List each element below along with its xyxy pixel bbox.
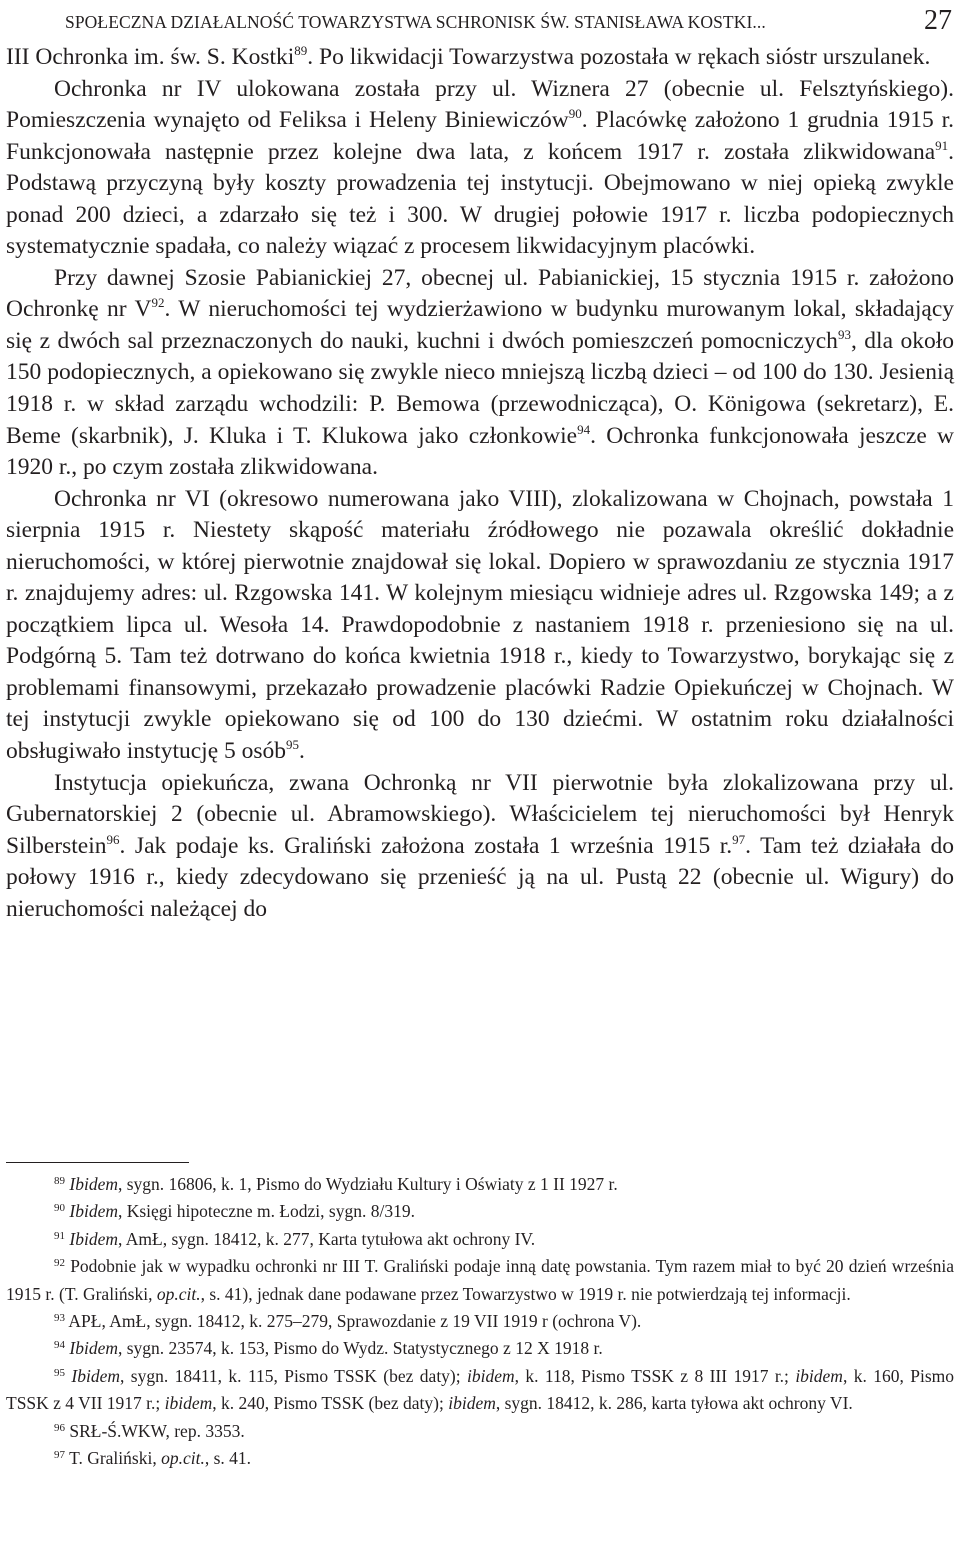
- footnote-89: $^{89}$ Ibidem, sygn. 16806, k. 1, Pismo do Wydziału Kultury i Oświaty z 1 II 1927 r.: [54, 1174, 618, 1194]
- footnote-ref-96[interactable]: 96: [106, 831, 120, 847]
- footnote-separator: [6, 1162, 189, 1163]
- footnote-91: $^{91}$ Ibidem, AmŁ, sygn. 18412, k. 277, Karta tytułowa akt ochrony IV.: [54, 1228, 536, 1249]
- page-header: [10, 4, 956, 40]
- footnote-97: $^{97}$ T. Graliński, op.cit., s. 41.: [54, 1448, 252, 1469]
- footnote-92: $^{92}$ Podobnie jak w wypadku ochronki nr III T. Graliński podaje inną datę powstania. Tym razem miał to być 20 dzień września 1915 r. (T. Graliński, op.cit., s. 41), jednak dane podawane przez Towarzystwo w 1919 r. nie potwierdzają tej informacji.: [6, 1256, 954, 1304]
- footnote-94: $^{94}$ Ibidem, sygn. 23574, k. 153, Pismo do Wydz. Statystycznego z 12 X 1918 r.: [54, 1338, 603, 1359]
- paragraph-ochronka-vi: Ochronka nr VI (okresowo numerowana jako VIII), zlokalizowana w Chojnach, powstała 1 sierpnia 1915 r. Niestety skąpość materiału źródłowego nie pozawala określić dokładnie nieruchomości, w której pierwotnie znajdował się lokal. Dopiero w sprawozdaniu ze stycznia 1917 r. znajdujemy adres: ul. Rzgowska 141. W kolejnym miesiącu widnieje adres ul. Rzgowska 149; a z początkiem lipca ul. Wesoła 14. Prawdopodobnie z nastaniem 1918 r. przeniesiono się na ul. Podgórną 5. Tam też dotrwano do końca kwietnia 1918 r., kiedy to Towarzystwo, borykając się z problemami finansowymi, przekazało prowadzenie placówki Radzie Opiekuńczej w Chojnach. W tej instytucji zwykle opiekowano się od 100 do 130 dziećmi. W ostatnim roku działalności obsługiwało instytucję 5 osób$^{95}$.: [6, 485, 954, 765]
- footnotes: [6, 1171, 954, 1472]
- paragraph-ochronka-v: Przy dawnej Szosie Pabianickiej 27, obecnej ul. Pabianickiej, 15 stycznia 1915 r. założono Ochronkę nr $V^{92}$. W nieruchomości tej wydzierżawiono w budynku murowanym lokal, składający się z dwóch sal przeznaczonych do nauki, kuchni i dwóch pomieszczeń pomocniczych$^{93}$, dla około 150 podopiecznych, a opiekowano się zwykle nieco mniejszą liczbą dzieci – od 100 do 130. Jesienią 1918 r. w skład zarządu wchodzili: P. Bemowa (przewodnicząca), O. Königowa (sekretarz), E. Beme (skarbnik), J. Kluka i T. Klukowa jako członkowie$^{94}$. Ochronka funkcjonowała jeszcze w 1920 r., po czym została zlikwidowana.: [6, 264, 955, 481]
- footnote-90: $^{90}$ Ibidem, Księgi hipoteczne m. Łodzi, sygn. 8/319.: [54, 1201, 415, 1222]
- footnote-ref-89[interactable]: 89: [294, 43, 308, 58]
- paragraph-ochronka-vii: Instytucja opiekuńcza, zwana Ochronką nr VII pierwotnie była zlokalizowana przy ul. Gubernatorskiej 2 (obecnie ul. Abramowskiego). Właścicielem tej nieruchomości był Henryk Silberstein$^{96}$. Jak podaje ks. Graliński założona została 1 września 1915 r.$^{97}$. Tam też działała do połowy 1916 r., kiedy zdecydowano się przenieść ją na ul. Pustą 22 (obecnie ul. Wigury) do nieruchomości należącej do: [6, 769, 954, 922]
- footnote-ref-94[interactable]: 94: [577, 421, 591, 437]
- footnote-ref-93[interactable]: 93: [837, 326, 851, 342]
- running-title: SPOŁECZNA DZIAŁALNOŚĆ TOWARZYSTWA SCHRONISK ŚW. STANISŁAWA KOSTKI...: [65, 12, 766, 32]
- footnote-ref-97[interactable]: 97: [732, 831, 746, 847]
- footnote-96: $^{96}$ SRŁ-Ś.WKW, rep. 3353.: [54, 1420, 245, 1441]
- paragraph-ochronka-iii: III Ochronka im. św. S. Kostki$^{89}$. Po likwidacji Towarzystwa pozostała w rękach sióstr urszulanek.: [6, 43, 931, 70]
- main-text: [6, 42, 954, 925]
- footnote-ref-92[interactable]: 92: [151, 295, 165, 311]
- paragraph-ochronka-iv: Ochronka nr IV ulokowana została przy ul. Wiznera 27 (obecnie ul. Felsztyńskiego). Pomieszczenia wynajęto od Feliksa i Heleny Biniewiczów$^{90}$. Placówkę założono 1 grudnia 1915 r. Funkcjonowała następnie przez kolejne dwa lata, z końcem 1917 r. została zlikwidowana$^{91}$. Podstawą przyczyną były koszty prowadzenia tej instytucji. Obejmowano w niej opieką zwykle ponad 200 dzieci, a zdarzało się też i 300. W drugiej połowie 1917 r. liczba podopiecznych systematycznie spadała, co należy wiązać z procesem likwidacyjnym placówki.: [6, 75, 955, 260]
- footnote-ref-91[interactable]: 91: [935, 137, 949, 153]
- footnote-93: $^{93}$ APŁ, AmŁ, sygn. 18412, k. 275–279, Sprawozdanie z 19 VII 1919 r (ochrona V).: [54, 1311, 642, 1332]
- footnote-ref-90[interactable]: 90: [568, 106, 582, 122]
- page-number: 27: [924, 5, 952, 36]
- footnote-95: $^{95}$ Ibidem, sygn. 18411, k. 115, Pismo TSSK (bez daty); ibidem, k. 118, Pismo TSSK z 8 III 1917 r.; ibidem, k. 160, Pismo TSSK z 4 VII 1917 r.; ibidem, k. 240, Pismo TSSK (bez daty); ibidem, sygn. 18412, k. 286, karta tyłowa akt ochrony VI.: [6, 1365, 954, 1414]
- footnote-ref-95[interactable]: 95: [286, 737, 300, 753]
